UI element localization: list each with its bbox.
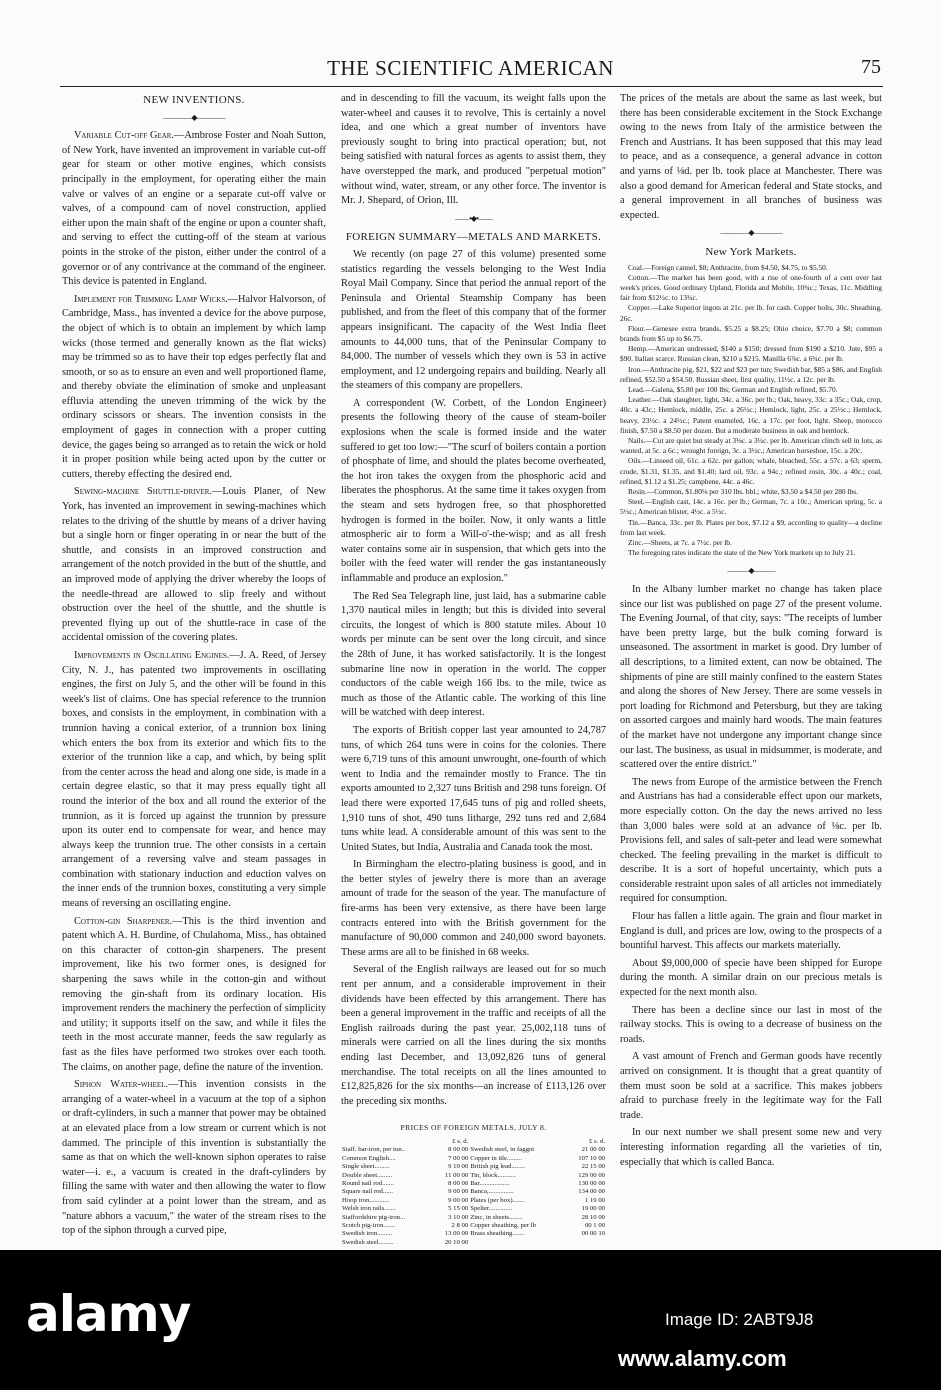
stock-photo-banner — [0, 1250, 941, 1390]
price-item-left: Round nail rod....... — [342, 1180, 394, 1187]
article-paragraph — [62, 649, 326, 912]
table-row — [341, 1188, 606, 1196]
article-paragraph: There has been a decline since our last in most of the railway stocks. This is owing to a decrease of business on the roads. — [620, 1004, 882, 1045]
price-value-left: 13 00 00 — [444, 1230, 469, 1238]
price-value-right: 134 00 00 — [578, 1188, 605, 1196]
table-row — [341, 1214, 606, 1222]
article-paragraph: The exports of British copper last year amounted to 24,787 tuns, of which 264 tuns were in coins for the colonies. There were 6,719 tuns of this amount unwrought, one-fourth of which went to India and the remainder mostly to France. The tin exports amounted to 2,327 tuns British and 298 tuns foreign. Of lead there were exported 17,645 tuns of pig and rolled sheets, 1,910 tuns of shot, 490 tuns litharge, 292 tuns red and 2,684 tuns white lead. A considerable amount of this was sent to the United States, but India, Australia and Canada took the most. — [341, 724, 606, 853]
price-value-right: 28 10 00 — [581, 1213, 605, 1221]
item-lead: Implement for Trimming Lamp Wicks. — [74, 293, 228, 305]
price-item-left: Hoop iron............ — [342, 1196, 390, 1204]
price-item-right: Zinc, in sheets........ — [470, 1213, 523, 1221]
item-text: —This is the third invention and patent which A. H. Burdine, of Chulahoma, Miss., has obtained on this character of cotton-gin sharpeners. The present improvement, like his two former ones, is designed for sharpening the saws while in the cotton-gin and without removing the gin-shaft from its ordinary location. His improvement renders the machinery the perfection of simplicity and utility; it supports itself on the saw, and while it files the teeth in the most accurate manner, feeds the saw regularly as fast as the files have performed two strokes over each tooth. The claims, on another page, define the nature of the invention. — [62, 915, 326, 1073]
header-rule — [60, 86, 883, 87]
market-entry: Flour.—Genesee extra brands, $5.25 a $8.25; Ohio choice, $7.70 a $8; common brands from $5 up to $6.75. — [620, 323, 882, 343]
item-lead: Siphon Water-wheel. — [74, 1079, 168, 1091]
unit-right: £ s. d. — [589, 1137, 605, 1145]
price-item-left: Welsh iron rails....... — [342, 1205, 396, 1213]
price-item-right: Brass sheathing....... — [470, 1230, 525, 1238]
market-entry: Cotton.—The market has been good, with a rise of one-fourth of a cent over last week's prices. Good ordinary Upland, Florida and Mobile, 10¾c.; Texas, 11c. Middling fair from $12½c. to 13¾c. — [620, 272, 882, 303]
price-value-left: 9 10 00 — [448, 1163, 469, 1171]
section-heading-new-inventions: NEW INVENTIONS. — [143, 94, 245, 106]
price-value-left: 11 00 00 — [445, 1171, 469, 1179]
price-item-right: Copper sheathing, per lb — [470, 1222, 536, 1230]
price-value-left: 8 00 00 — [448, 1146, 469, 1154]
price-value-left: 3 10 00 — [448, 1213, 469, 1221]
item-text: —Halvor Halvorson, of Cambridge, Mass., has invented a device for the above purpose, the object of which is to obtain an implement by which lamp wicks (those termed and generally known as the flat wicks) may be trimmed so as to have their top edges perfectly flat and smooth, or so as to ensure an even and well proportioned flame, and thereby obviate the elimination of smoke and unpleasant effluvia attending the uneven trimming of the wick by the ordinary scissors or shears. The invention consists in the employment of gages in connection with a proper cutting device, the gages being so arranged as to retain the wick or hold it in proper position while being acted upon by the cutter or cutters, thereby effecting the desired end. — [62, 293, 326, 480]
price-value-right: 00 00 10 — [581, 1230, 605, 1238]
image-id: Image ID: 2ABT9J8 — [665, 1310, 814, 1329]
article-paragraph: and in descending to fill the vacuum, its weight falls upon the water-wheel and causes it to revolve, This is certainly a novel idea, and one which a great number of inventors have previously sought to bring into practical operation; but, not being satisfied with natural forces as agents to assist them, they have overstepped the mark, and produced "perpetual motion" without wind, water, stream, or any other force. The inventor is Mr. J. Shepard, of Orion, Ill. — [341, 93, 606, 207]
ornament-divider: ————◆———— — [720, 228, 782, 238]
price-item-right: Tin, block........... — [470, 1171, 516, 1179]
market-entry: Steel.—English cast, 14c. a 16c. per lb.; German, 7c. a 10c.; American spring, 5c. a 5½c.; American blister, 4½c. a 5½c. — [620, 497, 882, 517]
table-row — [341, 1197, 606, 1205]
price-item-right: Plates (per box)....... — [470, 1196, 525, 1204]
price-item-left: Square nail rod...... — [342, 1188, 393, 1196]
price-item-right: Spelter.............. — [470, 1205, 513, 1213]
article-paragraph: The Red Sea Telegraph line, just laid, has a submarine cable 1,370 nautical miles in length; but this is divided into several circuits, the longest of which is 800 statute miles. About 10 words per minute can be sent over the long circuit, and since the 28th of June, it has worked satisfactorily. It is the longest submarine line now in operation in the world. The copper conductors of the cable weigh 166 lbs. to the mile, twice as much as those of the Atlantic cable. The working of this line will be watched with deep interest. — [341, 590, 606, 719]
market-report — [620, 263, 882, 559]
article-paragraph: Flour has fallen a little again. The grain and flour market in England is dull, and prices are low, owing to the prospects of a bountiful harvest. This affects our markets materially. — [620, 911, 882, 952]
market-entry: Zinc.—Sheets, at 7c. a 7½c. per lb. — [628, 538, 732, 548]
article-paragraph — [62, 293, 326, 483]
price-value-right: 21 00 00 — [581, 1146, 605, 1154]
prices-table-body — [341, 1146, 606, 1247]
price-value-left: 7 00 00 — [448, 1154, 469, 1162]
price-item-left: Swedish steel......... — [342, 1238, 394, 1246]
market-entry: Iron.—Anthracite pig, $21, $22 and $23 per tun; Swedish bar, $85 a $86, and English refined, $52.50 a $54.50. Russian sheet, first quality, 11½c. a 12c. per lb. — [620, 364, 882, 384]
item-lead: Improvements in Oscillating Engines. — [74, 649, 230, 661]
table-row — [341, 1230, 606, 1238]
column-2 — [341, 92, 606, 1246]
article-paragraph: The news from Europe of the armistice between the French and Austrians has had a considerable effect upon our markets, more especially cotton. On the day the news arrived no less than 3,000 bales were sold at an advance of ⅛c. per lb. Provisions fell, and sales of salt-peter and lead were somewhat checked. The feeling prevailing in the market is difficult to describe. It is a sort of hopeful uncertainty, which puts a considerable restraint upon sales of all articles not immediately required for consumption. — [620, 776, 882, 905]
column-3 — [620, 92, 882, 1224]
item-text: —This invention consists in the arranging of a water-wheel in a vacuum at the top of a siphon or draft-cylinders, in such a manner that power may be obtained at an elevated place from a low stream or current which is not dammed. The principle of this invention is substantially the same as that on which the well-known siphon operates to raise water—i. e., a vacuum is created in the draft-cylinders by filling the same with water and then allowing the water to flow from said cylinder at a point lower than the stream, and as "nature abhors a vacuum," the water of the stream rises to the top of the siphon through a curved pipe, — [62, 1079, 327, 1237]
table-row — [341, 1163, 606, 1171]
column-1 — [62, 92, 327, 1237]
item-text: —Louis Planer, of New York, has invented an improvement in sewing-machines which relates to the driving of the shuttle by means of a driver having but a single horn or finger operating in or near the butt of the shuttle, and consists in an improved construction and arrangement of the notch provided in the butt of the shuttle, and an improved mode of applying the driver whereby the loops of the needle-thread are allowed to slip freely and without obstruction over the heel of the shuttle, and the shuttle is prevented flying up out of the shuttle-race in case of the accidental omission of the covering plates. — [62, 486, 326, 644]
price-value-right: 22 15 00 — [581, 1163, 605, 1171]
price-item-right: Copper in tile......... — [470, 1154, 523, 1162]
page-number: 75 — [861, 56, 881, 78]
price-item-right — [469, 1239, 565, 1247]
price-value-left: 20 10 00 — [444, 1238, 469, 1246]
table-row — [341, 1155, 606, 1163]
market-entry: Hemp.—American undressed, $140 a $150; dressed from $190 a $210. Jute, $95 a $90. Italian scarce. Russian clean, $210 a $215. Manilla 6⅞c. a 6¾c. per lb. — [620, 344, 882, 364]
article-paragraph — [62, 1078, 326, 1239]
unit-left: £ s. d. — [452, 1137, 469, 1145]
article-paragraph: We recently (on page 27 of this volume) presented some statistics regarding the vessels belonging to the West India Royal Mail Company. Since that period the annual report of the Peninsula and Oriental Steamship Company has been published, and from the fleet of this company that of the former appears insignificant. The capacity of the West India fleet amounts to 44,000 tuns, that of the Peninsular Company to 84,000. The number of vessels which they own is 53 in active employment, and 12 undergoing repairs and building. Nearly all the steamers of this company are propellers. — [341, 248, 606, 392]
price-value-left: 8 00 00 — [448, 1180, 469, 1187]
price-value-right: 00 1 00 — [584, 1222, 605, 1230]
table-row — [341, 1239, 606, 1247]
price-value-left: 9 00 00 — [448, 1196, 469, 1204]
price-item-left: Common English.... — [342, 1154, 396, 1162]
prices-unit-row — [341, 1138, 606, 1146]
price-item-right: Banca,............... — [470, 1188, 514, 1196]
market-entry: The foregoing rates indicate the state of the New York markets up to July 21. — [628, 548, 856, 558]
ornament-divider: ————◆———— — [163, 112, 225, 122]
table-row — [341, 1172, 606, 1180]
ornament-divider: ——•◆•—— — [455, 213, 492, 223]
price-value-left: 9 00 00 — [448, 1188, 469, 1196]
price-value-right: 129 00 00 — [578, 1171, 605, 1179]
market-entry: Lead.—Galena, $5.80 per 100 lbs; German and English refined, $5.70. — [628, 384, 838, 394]
price-item-left: Staffordshire pig-iron... — [342, 1213, 406, 1221]
table-row — [341, 1222, 606, 1230]
price-item-right: Swedish steel, in faggot — [470, 1146, 535, 1154]
price-item-right: British pig lead........ — [470, 1163, 525, 1171]
article-paragraph: A correspondent (W. Corbett, of the London Engineer) presents the following theory of the cause of steam-boiler explosions when the scale is formed inside and the water suffered to get too low:—"The scurf of boilers contain a portion of phosphate of lime, and should the plates become overheated, the hot iron takes the oxygen from the phosphoric acid and liberates the phosphorus. At the same time it takes oxygen from the steam and sets hydrogen free, so that phosphoretted hydrogen is formed in the boiler. Now, it only wants a little atmospheric air to form a Will-o'-the-wisp; and as all fresh water contains some air in suspension, that which gets into the boiler with the feed water will render the gas instantaneously inflammable and produce an explosion." — [341, 397, 606, 584]
table-row — [341, 1146, 606, 1154]
price-value-right: 107 10 00 — [578, 1154, 605, 1162]
article-paragraph: In Birmingham the electro-plating business is good, and in the better styles of jewelry there is more than an average amount of trade for the season of the year. The manufacture of fire-arms has been very extensive, as there have been large contracts entered into with the British government for the manufacture of 90,000 common and 240,000 sword bayonets. These arms are all to be finished in 68 weeks. — [341, 859, 606, 958]
price-item-right: Bar.................. — [470, 1180, 510, 1187]
item-lead: Sewing-machine Shuttle-driver. — [74, 486, 213, 498]
ornament-divider: ———◆——— — [727, 566, 775, 576]
item-lead: Cotton-gin Sharpener. — [74, 915, 173, 927]
price-value-left: 2 8 00 — [451, 1222, 469, 1230]
item-text: —Ambrose Foster and Noah Sutton, of New York, have invented an improvement in variable cut-off gear for steam or other motive engines, which consists principally in the employment, for operating either the main valve or valves of an engine or a separate cut-off valve or valves, of a compound cam of novel construction, applied either upon the main shaft of the engine or upon a counter shaft, and serving to effect the cutting-off of the steam at various points in the stroke of the piston, either under the control of a governor or of any contrivance at the command of the engineer. This device is patented in England. — [62, 130, 326, 288]
article-paragraph: In the Albany lumber market no change has taken place since our list was published on page 27 of the present volume. The Evening Journal, of that city, says: "The receipts of lumber have been pretty large, but the bulk coming forward is unseasoned. The assortment in market is good. Dry lumber of all descriptions, to a limited extent, can now be obtained. The shipments of pine are still mainly confined to the eastern States and along the shores of New Jersey. There are some vessels in port loading for Richmond and Petersburg, but they are taking on assorted cargoes and mainly hard woods. The main features of the market have not undergone any important change since our last. The business, as usual in midsummer, is moderate, and scattered over the entire district." — [620, 584, 882, 771]
price-value-right: 130 00 00 — [578, 1180, 605, 1187]
market-entry: Leather.—Oak slaughter, light, 34c. a 36c. per lb.; Oak, heavy, 33c. a 35c.; Oak, crop, 40c. a 43c.; Hemlock, middle, 25c. a 26½c.; Hemlock, light, 25c. a 25½c.; Hemlock, heavy, 23½c. a 24½c.; Patent enameled, 16c. a 17c. per foot, light. Sheep, morocco finish, $7.50 a $8.50 per dozen. But a moderate business in oak and hemlock. — [620, 395, 882, 435]
article-paragraph — [62, 485, 326, 646]
price-value-right — [565, 1239, 606, 1247]
item-text: —J. A. Reed, of Jersey City, N. J., has patented two improvements in oscillating engines, the first on July 5, and the other will be found in this week's list of claims. One has special reference to the trunnion boxes, and consists in the employment, in combination with a trunnion having a conical exterior, of a trunnion box lining which enters the box from its exterior and which fits to the exterior of the trunnion like a cap, and which, by being split from the center across the head and along one side, is made in a certain degree elastic, so that it may press equally tight all round the interior of the box and all round the exterior of the trunnion, as it is forced up against the trunnion by pressure upon its outer end to compensate for wear, and hence may always keep the trunnion true. The other consists in a certain arrangement of a reversing valve and steam passages in combination with stationary induction and eduction valves on the inner ends of the trunnion boxes, constituting a very simple means of reversing an oscillating engine. — [62, 649, 326, 910]
price-item-left: Staff. bar-iron, per tun.. — [342, 1146, 406, 1154]
price-value-right: 1 19 00 — [584, 1196, 605, 1204]
article-paragraph: In our next number we shall present some new and very interesting information regarding all the varieties of tin, especially that which is called Banca. — [620, 1127, 882, 1168]
page-title: THE SCIENTIFIC AMERICAN — [327, 56, 614, 80]
article-paragraph: A vast amount of French and German goods have recently arrived on consignment. It is thought that a great quantity of them must soon be sold at a sacrifice. This makes jobbers afraid to purchase freely in the legitimate way for the Fall trade. — [620, 1051, 882, 1121]
site-url: www.alamy.com — [618, 1346, 787, 1371]
price-value-right: 19 00 00 — [581, 1205, 605, 1213]
market-entry: Coal.—Foreign cannel, $8; Anthracite, from $4.50, $4.75, to $5.50. — [628, 262, 828, 272]
section-heading-new-york-markets: New York Markets. — [705, 245, 797, 258]
prices-table — [341, 1138, 606, 1247]
price-item-left: Scotch pig-iron....... — [342, 1222, 396, 1230]
market-entry: Resin.—Common, $1.80⅛ per 310 lbs. bbl.; white, $3.50 a $4.50 per 280 lbs. — [628, 487, 858, 496]
article-paragraph — [62, 915, 326, 1076]
market-entry: Oils.—Linseed oil, 61c. a 62c. per gallon; whale, bleached, 55c. a 57c. a 63; sperm, crude, $1.31, $1.35, and $1.40; lard oil, 93c. a 94c.; refined rosin, 30c. a 40c.; coal, refined, $1.12 a $1.25; camphene, 44c. a 46c. — [620, 456, 882, 486]
article-paragraph — [62, 129, 326, 290]
market-entry: Nails.—Cut are quiet but steady at 3⅛c. a 3¼c. per lb. American clinch sell in lots, as wanted, at 5c. a 6c.; wrought foreign, 3c. a 3½c.; American horseshoe, 15c. a 20c. — [620, 435, 882, 456]
market-entry: Tin.—Banca, 33c. per lb. Plates per box, $7.12 a $9, according to quality—a decline from last week. — [620, 517, 882, 537]
market-entry: Copper.—Lake Superior ingots at 21c. per lb. for cash. Copper bolts, 30c. Sheathing, 26c. — [620, 303, 882, 323]
item-lead: Variable Cut-off Gear. — [74, 130, 175, 142]
table-row — [341, 1180, 606, 1188]
masthead — [0, 56, 941, 86]
article-paragraph: Several of the English railways are leased out for so much rent per annum, and a considerable improvement in their dividends have been effected by this arrangement. There has been a general improvement in the traffic and receipts of all the English railroads during the past year. 25,002,118 tuns of minerals were carried on all the lines during the six months ending last December, and 13,092,826 tuns of general merchandise. The total receipts on all the lines amounted to £12,825,826 for the six months—an increase of £113,126 over the preceding six months. — [341, 964, 606, 1107]
table-row — [341, 1205, 606, 1213]
price-item-left: Single sheet......... — [342, 1163, 390, 1171]
prices-table-title: PRICES OF FOREIGN METALS, JULY 8. — [400, 1123, 547, 1133]
section-heading-foreign-summary: FOREIGN SUMMARY—METALS AND MARKETS. — [345, 231, 602, 244]
article-paragraph: The prices of the metals are about the same as last week, but there has been considerable excitement in the Stock Exchange owing to the news from Italy of the armistice between the French and Austrians. It has been supposed that this may lead to peace, and as a consequence, a general advance in cotton and yarns of ⅛d. per lb. took place at Manchester. There was also a good demand for American federal and State stocks, and a general improvement in all branches of business was expected. — [620, 93, 882, 221]
alamy-logo: alamy — [26, 1285, 191, 1343]
price-item-left: Swedish iron......... — [342, 1230, 393, 1238]
article-paragraph: About $9,000,000 of specie have been shipped for Europe during the month. A similar drain on our precious metals is expected for the next month also. — [620, 957, 882, 999]
price-item-left: Double sheet......... — [342, 1171, 393, 1179]
price-value-left: 5 15 00 — [448, 1205, 469, 1213]
